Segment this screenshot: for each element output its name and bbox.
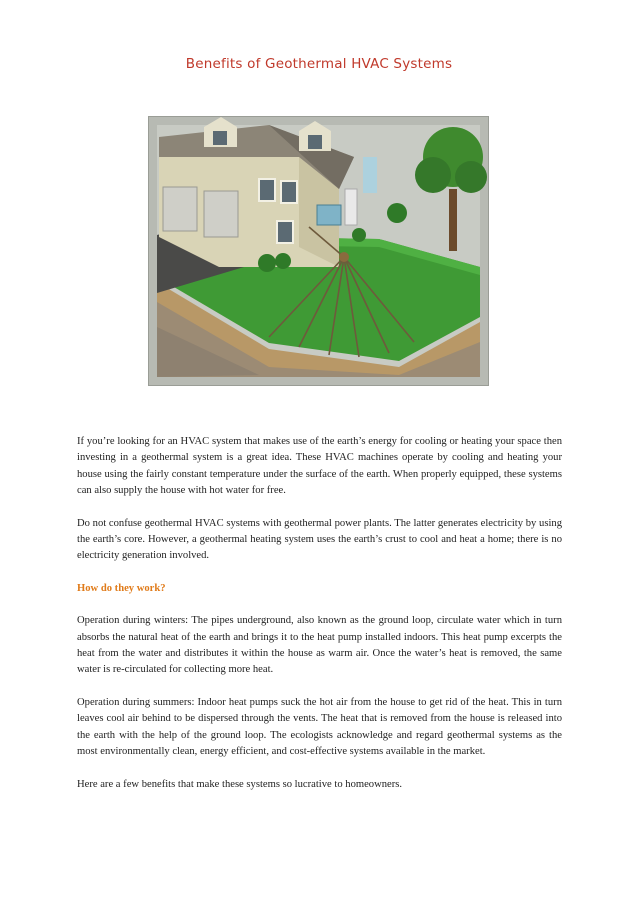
paragraph-winter: Operation during winters: The pipes underground, also known as the ground loop, circulate water which in turn absorbs the natural heat of the earth and brings it to the heat pump installed indoors. This heat pump excerpts the heat from the water and distributes it within the house as warm air. Once the water’s heat is removed, the same water is re-circulated for collecting more heat. xyxy=(77,615,562,676)
document-title: Benefits of Geothermal HVAC Systems xyxy=(185,56,453,72)
section-heading: How do they work? xyxy=(77,582,166,594)
paragraph-intro: If you’re looking for an HVAC system that makes use of the earth’s energy for cooling or heating your space then investing in a geothermal system is a great idea. These HVAC machines operate by cooling and heating your house using the fairly constant temperature under the surface of the earth. When properly equipped, these systems can also supply the house with hot water for free. xyxy=(77,436,562,497)
paragraph-distinction: Do not confuse geothermal HVAC systems with geothermal power plants. The latter generates electricity by using the earth’s core. However, a geothermal heating system uses the earth’s crust to cool and heat a home; there is no electricity generation involved. xyxy=(77,517,562,562)
geothermal-house-illustration xyxy=(148,116,489,386)
paragraph-benefits-intro: Here are a few benefits that make these systems so lucrative to homeowners. xyxy=(77,778,403,790)
document-body xyxy=(77,434,562,809)
paragraph-summer: Operation during summers: Indoor heat pumps suck the hot air from the house to get rid of the heat. This in turn leaves cool air behind to be dispersed through the vents. The heat that is removed from the house is released into the earth with the help of the ground loop. The ecologists acknowledge and regard geothermal systems as the most environmentally clean, energy efficient, and cost-effective systems available in the market. xyxy=(77,696,562,758)
illustration-svg xyxy=(149,117,488,385)
